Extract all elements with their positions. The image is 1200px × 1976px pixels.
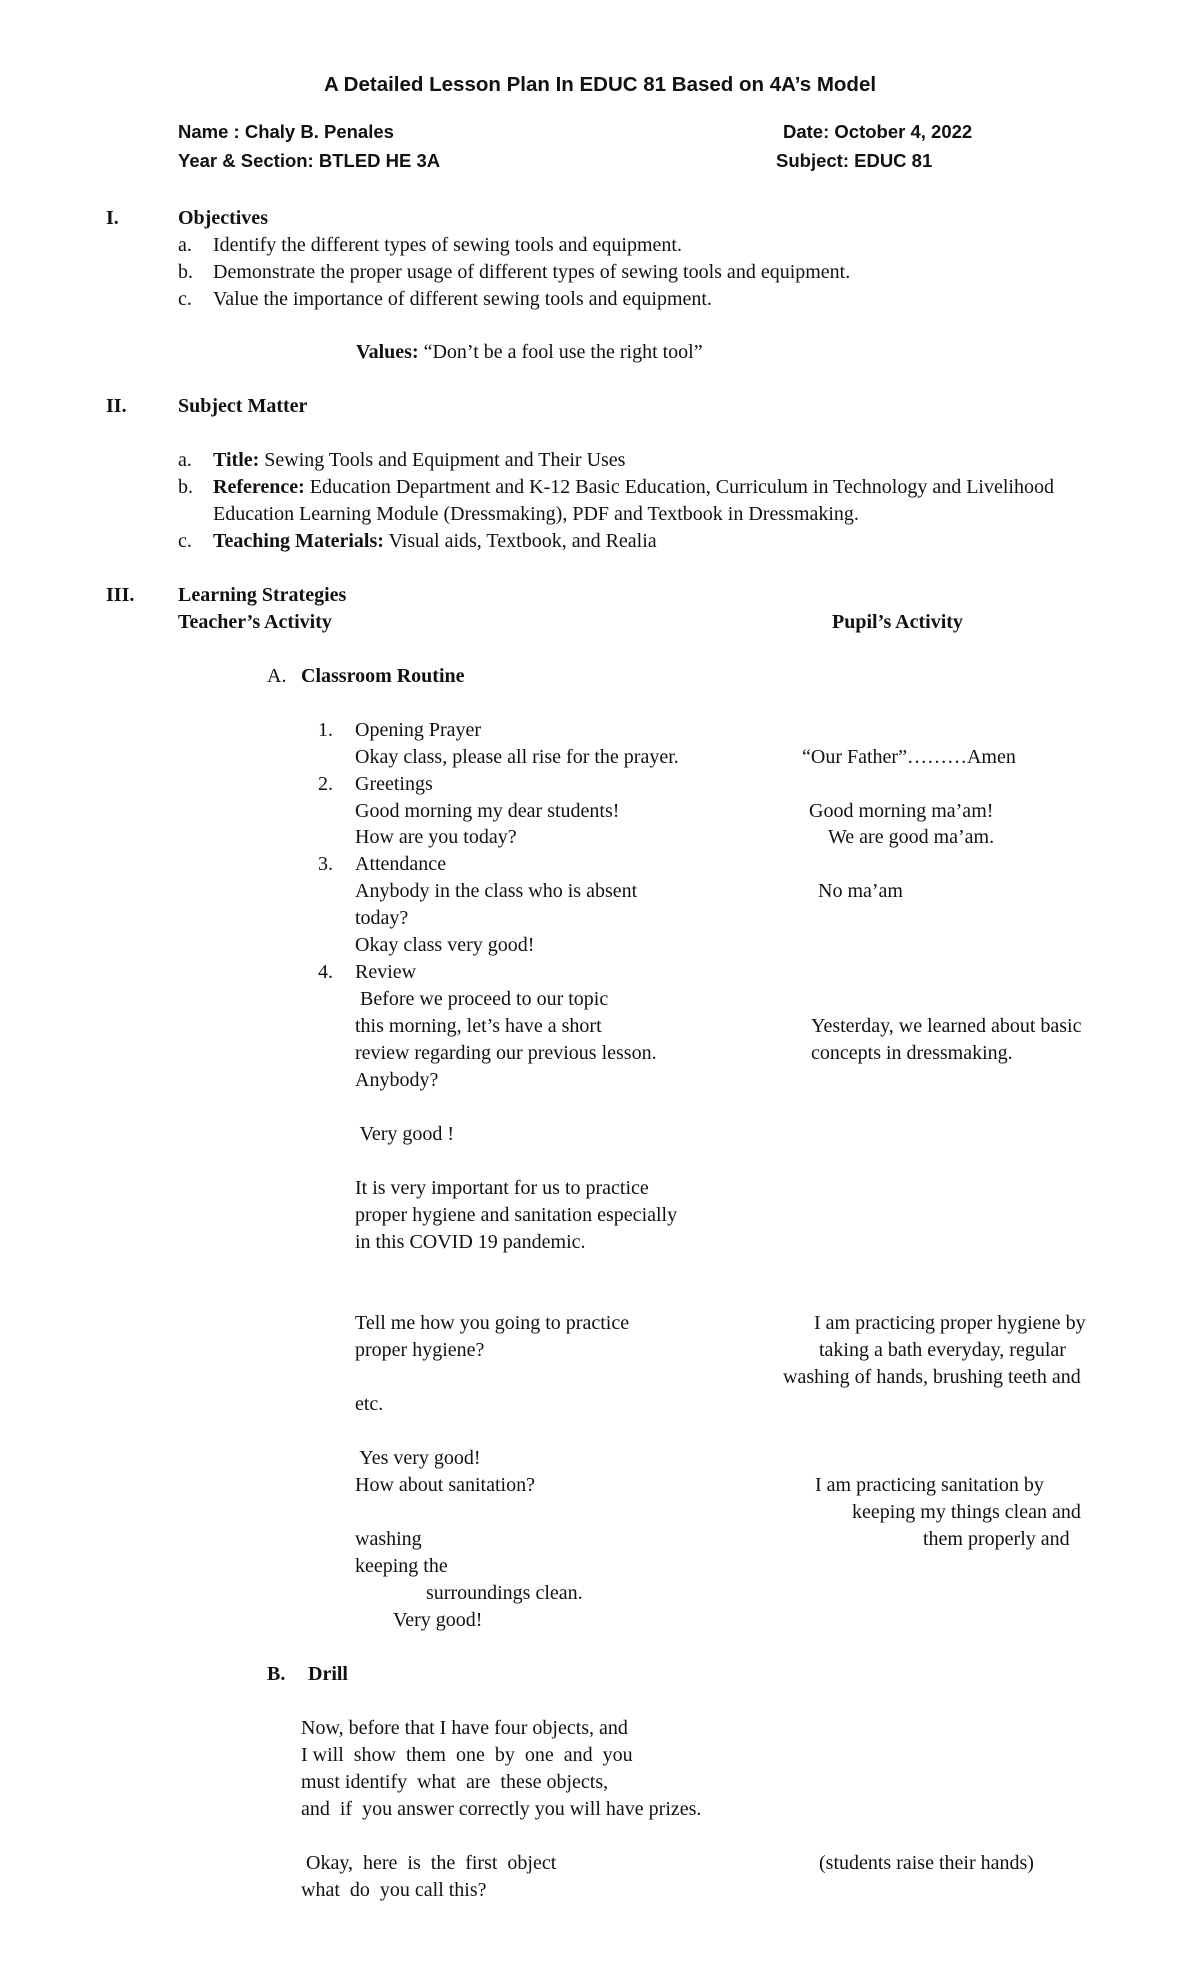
section-b-marker: B. bbox=[267, 1663, 286, 1685]
pupil-line: washing of hands, brushing teeth and bbox=[783, 1366, 1081, 1388]
teacher-line: etc. bbox=[355, 1393, 384, 1415]
subject-marker: c. bbox=[178, 530, 192, 552]
teacher-line: review regarding our previous lesson. bbox=[355, 1042, 657, 1064]
objectives-heading: Objectives bbox=[178, 207, 268, 229]
subject-code: Subject: EDUC 81 bbox=[776, 150, 933, 171]
drill-teacher-line: Now, before that I have four objects, and bbox=[301, 1717, 628, 1739]
subject-marker: b. bbox=[178, 476, 193, 498]
teacher-line: How are you today? bbox=[355, 826, 517, 848]
routine-number: 1. bbox=[318, 719, 333, 741]
teacher-line: Okay class very good! bbox=[355, 934, 535, 956]
section-numeral-subject-matter: II. bbox=[106, 395, 127, 417]
pupil-line: Good morning ma’am! bbox=[809, 800, 994, 822]
document-title: A Detailed Lesson Plan In EDUC 81 Based on 4A’s Model bbox=[323, 73, 877, 96]
pupil-line: keeping my things clean and bbox=[852, 1501, 1081, 1523]
objective-marker: c. bbox=[178, 288, 192, 310]
teacher-line: proper hygiene? bbox=[355, 1339, 485, 1361]
subject-matter-heading: Subject Matter bbox=[178, 395, 308, 417]
subject-item-text: Education Department and K-12 Basic Education, Curriculum in Technology and Livelihood bbox=[309, 476, 1054, 498]
section-a-marker: A. bbox=[267, 665, 287, 687]
drill-teacher-line: I will show them one by one and you bbox=[301, 1744, 633, 1766]
teacher-line: Opening Prayer bbox=[355, 719, 482, 741]
subject-item-label: Reference: bbox=[213, 476, 305, 498]
pupil-line: taking a bath everyday, regular bbox=[819, 1339, 1066, 1361]
teacher-line: proper hygiene and sanitation especially bbox=[355, 1204, 678, 1226]
teacher-line: Okay class, please all rise for the prayer. bbox=[355, 746, 679, 768]
teacher-line: today? bbox=[355, 907, 409, 929]
teacher-line: Anybody? bbox=[355, 1069, 439, 1091]
objective-marker: b. bbox=[178, 261, 193, 283]
lesson-date: Date: October 4, 2022 bbox=[783, 121, 973, 142]
drill-teacher-line: and if you answer correctly you will have prizes. bbox=[301, 1798, 702, 1820]
pupil-line: I am practicing proper hygiene by bbox=[814, 1312, 1086, 1334]
drill-teacher-line: Okay, here is the first object bbox=[301, 1852, 557, 1874]
subject-item-label: Teaching Materials: bbox=[213, 530, 384, 552]
values-line bbox=[356, 341, 703, 364]
subject-item-label: Title: bbox=[213, 449, 260, 471]
pupil-line: I am practicing sanitation by bbox=[815, 1474, 1044, 1496]
drill-heading: Drill bbox=[308, 1663, 348, 1685]
year-section: Year & Section: BTLED HE 3A bbox=[178, 150, 441, 171]
objective-item: Demonstrate the proper usage of different types of sewing tools and equipment. bbox=[213, 261, 851, 283]
routine-number: 2. bbox=[318, 773, 333, 795]
drill-teacher-line: must identify what are these objects, bbox=[301, 1771, 609, 1793]
objective-item: Identify the different types of sewing tools and equipment. bbox=[213, 234, 682, 256]
pupil-line: We are good ma’am. bbox=[828, 826, 995, 848]
teacher-column-heading: Teacher’s Activity bbox=[178, 611, 332, 633]
drill-teacher-line: what do you call this? bbox=[301, 1879, 487, 1901]
teacher-line: Very good ! bbox=[355, 1123, 455, 1145]
objective-item: Value the importance of different sewing tools and equipment. bbox=[213, 288, 712, 310]
pupil-line: them properly and bbox=[923, 1528, 1070, 1550]
subject-item-reference bbox=[213, 476, 1054, 499]
values-label: Values: bbox=[356, 341, 419, 363]
student-name: Name : Chaly B. Penales bbox=[178, 121, 394, 142]
subject-item-text: Sewing Tools and Equipment and Their Uses bbox=[264, 449, 626, 471]
subject-item-text: Visual aids, Textbook, and Realia bbox=[388, 530, 657, 552]
subject-item-continuation: Education Learning Module (Dressmaking), PDF and Textbook in Dressmaking. bbox=[213, 503, 859, 525]
teacher-line: Yes very good! bbox=[355, 1447, 481, 1469]
section-numeral-strategies: III. bbox=[106, 584, 135, 606]
teacher-line: in this COVID 19 pandemic. bbox=[355, 1231, 586, 1253]
pupil-line: concepts in dressmaking. bbox=[811, 1042, 1013, 1064]
pupil-line: “Our Father”………Amen bbox=[802, 746, 1016, 768]
teacher-line: Before we proceed to our topic bbox=[355, 988, 609, 1010]
subject-item-title bbox=[213, 449, 625, 472]
objective-marker: a. bbox=[178, 234, 192, 256]
teacher-line: this morning, let’s have a short bbox=[355, 1015, 602, 1037]
routine-number: 3. bbox=[318, 853, 333, 875]
teacher-line: Review bbox=[355, 961, 417, 983]
teacher-line: keeping the bbox=[355, 1555, 448, 1577]
teacher-line: Attendance bbox=[355, 853, 447, 875]
strategies-heading: Learning Strategies bbox=[178, 584, 347, 606]
subject-marker: a. bbox=[178, 449, 192, 471]
teacher-line: washing bbox=[355, 1528, 422, 1550]
drill-pupil-line: (students raise their hands) bbox=[819, 1852, 1034, 1874]
subject-item-materials bbox=[213, 530, 657, 553]
teacher-line: Very good! bbox=[393, 1609, 483, 1631]
pupil-line: Yesterday, we learned about basic bbox=[811, 1015, 1082, 1037]
teacher-line: surroundings clean. bbox=[426, 1582, 583, 1604]
teacher-line: Anybody in the class who is absent bbox=[355, 880, 638, 902]
teacher-line: Greetings bbox=[355, 773, 433, 795]
pupil-column-heading: Pupil’s Activity bbox=[832, 611, 963, 633]
teacher-line: Tell me how you going to practice bbox=[355, 1312, 630, 1334]
teacher-line: It is very important for us to practice bbox=[355, 1177, 649, 1199]
teacher-line: How about sanitation? bbox=[355, 1474, 535, 1496]
values-text: “Don’t be a fool use the right tool” bbox=[423, 341, 703, 363]
pupil-line: No ma’am bbox=[818, 880, 903, 902]
section-numeral-objectives: I. bbox=[106, 207, 119, 229]
classroom-routine-heading: Classroom Routine bbox=[301, 665, 465, 687]
teacher-line: Good morning my dear students! bbox=[355, 800, 620, 822]
routine-number: 4. bbox=[318, 961, 333, 983]
